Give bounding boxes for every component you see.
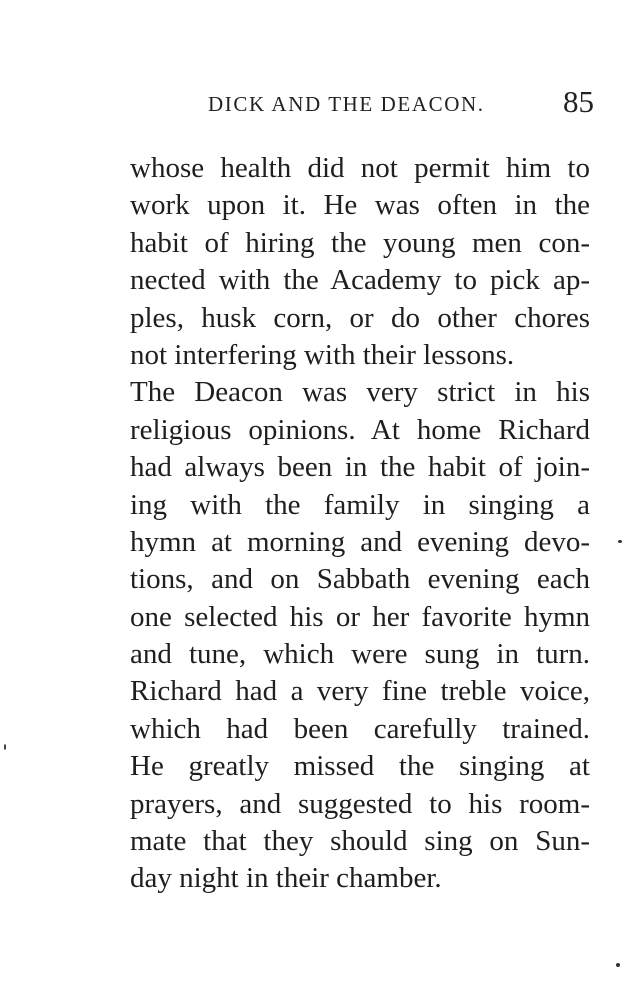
text-line: prayers, and suggested to his room- xyxy=(130,787,590,820)
text-line: habit of hiring the young men con- xyxy=(130,226,590,259)
text-line: hymn at morning and evening devo- xyxy=(130,525,590,558)
text-line: mate that they should sing on Sun- xyxy=(130,825,590,858)
text-line: ples, husk corn, or do other chores xyxy=(130,301,590,334)
text-line: nected with the Academy to pick ap- xyxy=(130,264,590,297)
text-line: whose health did not permit him to xyxy=(130,152,590,184)
running-header xyxy=(200,86,600,126)
text-line: day night in their chamber. xyxy=(130,862,442,895)
body-text xyxy=(130,150,590,898)
text-line: and tune, which were sung in turn. xyxy=(130,638,590,671)
print-speck xyxy=(4,744,6,750)
text-line: work upon it. He was often in the xyxy=(130,189,590,222)
text-line: which had been carefully trained. xyxy=(130,712,590,745)
running-title: DICK AND THE DEACON. xyxy=(208,92,485,116)
print-speck xyxy=(616,963,620,967)
text-line: ing with the family in singing a xyxy=(130,488,590,521)
page-number: 85 xyxy=(563,84,594,119)
text-line: tions, and on Sabbath evening each xyxy=(130,563,590,596)
text-line: one selected his or her favorite hymn xyxy=(130,600,590,633)
text-line: Richard had a very fine treble voice, xyxy=(130,675,590,708)
text-line: He greatly missed the singing at xyxy=(130,750,590,783)
text-line: religious opinions. At home Richard xyxy=(130,413,590,446)
text-line: The Deacon was very strict in his xyxy=(130,376,590,409)
text-line: not interfering with their lessons. xyxy=(130,338,515,371)
text-line: had always been in the habit of join- xyxy=(130,451,590,484)
print-speck xyxy=(618,540,622,543)
